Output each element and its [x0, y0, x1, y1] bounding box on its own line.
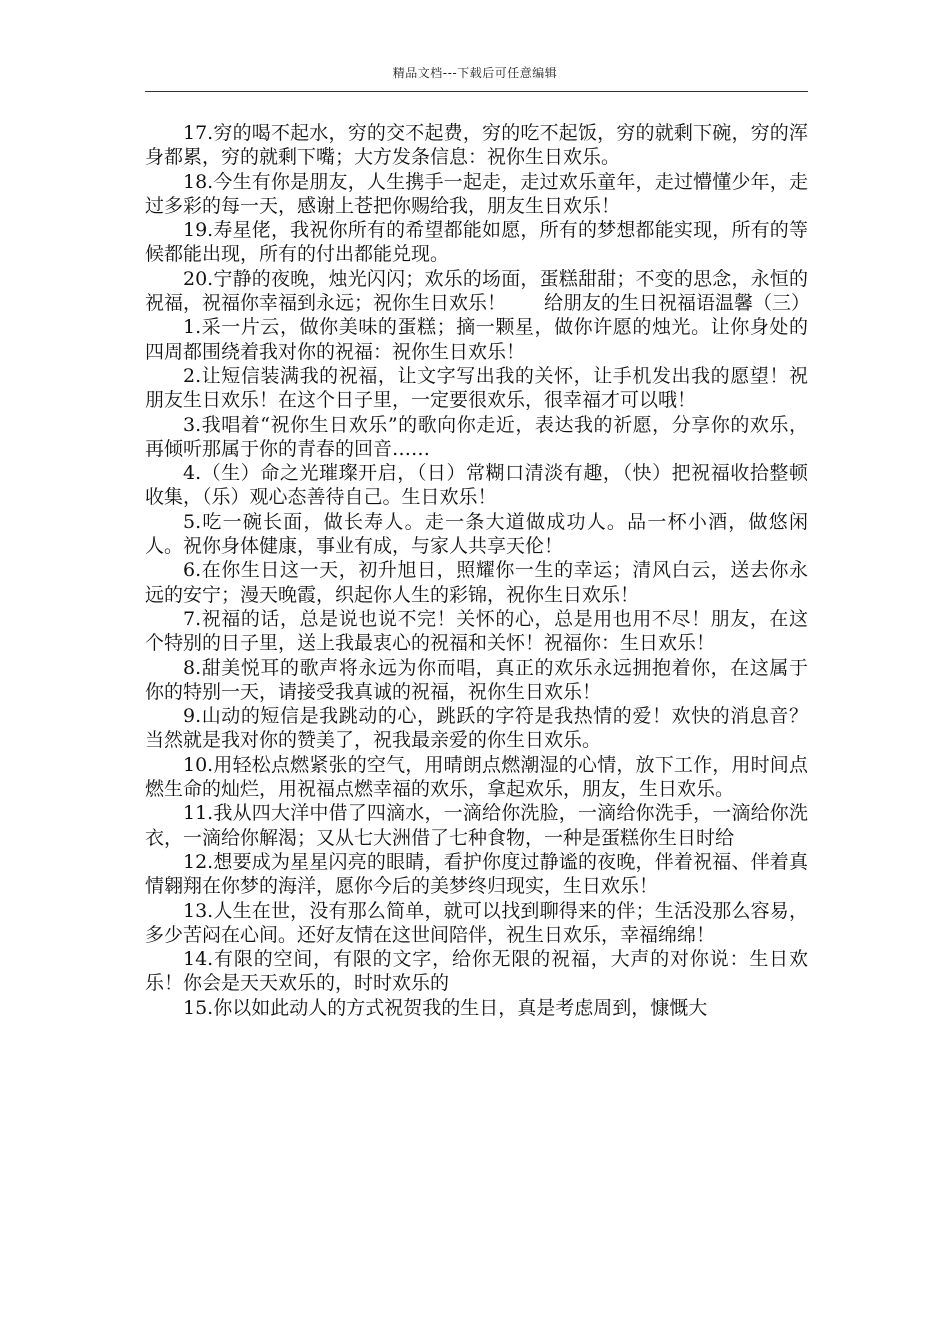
paragraph-14: 14.有限的空间，有限的文字，给你无限的祝福，大声的对你说：生日欢乐！你会是天天欢乐的，时时欢乐的	[145, 948, 808, 995]
paragraph-10: 10.用轻松点燃紧张的空气，用晴朗点燃潮湿的心情，放下工作，用时间点燃生命的灿烂，用祝福点燃幸福的欢乐，拿起欢乐，朋友，生日欢乐。	[145, 753, 808, 801]
paragraph-9: 9.山动的短信是我跳动的心，跳跃的字符是我热情的爱！欢快的消息音？当然就是我对你的赞美了，祝我最亲爱的你生日欢乐。	[145, 705, 808, 752]
paragraph-19: 19.寿星佬，我祝你所有的希望都能如愿，所有的梦想都能实现，所有的等候都能出现，所有的付出都能兑现。	[145, 219, 808, 266]
paragraph-5: 5.吃一碗长面，做长寿人。走一条大道做成功人。品一杯小酒，做悠闲人。祝你身体健康，事业有成，与家人共享天伦！	[145, 510, 808, 558]
paragraph-12: 12.想要成为星星闪亮的眼睛，看护你度过静谧的夜晚，伴着祝福、伴着真情翱翔在你梦的海洋，愿你今后的美梦终归现实，生日欢乐！	[145, 850, 808, 898]
paragraph-18: 18.今生有你是朋友，人生携手一起走，走过欢乐童年，走过懵懂少年，走过多彩的每一天，感谢上苍把你赐给我，朋友生日欢乐！	[145, 170, 808, 217]
paragraph-13: 13.人生在世，没有那么简单，就可以找到聊得来的伴；生活没那么容易，多少苦闷在心间。还好友情在这世间陪伴，祝生日欢乐，幸福绵绵！	[145, 899, 808, 946]
header-divider	[145, 91, 808, 92]
paragraph-8: 8.甜美悦耳的歌声将永远为你而唱，真正的欢乐永远拥抱着你，在这属于你的特别一天，请接受我真诚的祝福，祝你生日欢乐！	[145, 656, 808, 703]
paragraph-2: 2.让短信装满我的祝福，让文字写出我的关怀，让手机发出我的愿望！祝朋友生日欢乐！在这个日子里，一定要很欢乐，很幸福才可以哦！	[145, 364, 808, 412]
page-header: 精品文档---下载后可任意编辑	[392, 66, 558, 80]
paragraph-3: 3.我唱着“祝你生日欢乐”的歌向你走近，表达我的祈愿，分享你的欢乐，再倾听那属于你的青春的回音……	[145, 413, 808, 460]
document-body	[145, 121, 811, 1020]
paragraph-20: 20.宁静的夜晚，烛光闪闪；欢乐的场面，蛋糕甜甜；不变的思念，永恒的祝福，祝福你幸福到永远；祝你生日欢乐！ 给朋友的生日祝福语温馨（三）	[145, 267, 811, 315]
paragraph-1: 1.采一片云，做你美味的蛋糕；摘一颗星，做你许愿的烛光。让你身处的四周都围绕着我对你的祝福：祝你生日欢乐！	[145, 316, 808, 363]
paragraph-17: 17.穷的喝不起水，穷的交不起费，穷的吃不起饭，穷的就剩下碗，穷的浑身都累，穷的就剩下嘴；大方发条信息：祝你生日欢乐。	[145, 122, 808, 169]
paragraph-7: 7.祝福的话，总是说也说不完！关怀的心，总是用也用不尽！朋友，在这个特别的日子里，送上我最衷心的祝福和关怀！祝福你：生日欢乐！	[145, 607, 808, 655]
paragraph-4: 4.（生）命之光璀璨开启，（日）常糊口清淡有趣，（快）把祝福收拾整顿收集，（乐）观心态善待自己。生日欢乐！	[145, 462, 808, 509]
paragraph-11: 11.我从四大洋中借了四滴水，一滴给你洗脸，一滴给你洗手，一滴给你洗衣，一滴给你解渴；又从七大洲借了七种食物，一种是蛋糕你生日时给	[145, 802, 808, 849]
paragraph-6: 6.在你生日这一天，初升旭日，照耀你一生的幸运；清风白云，送去你永远的安宁；漫天晚霞，织起你人生的彩锦，祝你生日欢乐！	[145, 559, 808, 606]
paragraph-15: 15.你以如此动人的方式祝贺我的生日，真是考虑周到，慷慨大	[183, 996, 708, 1019]
